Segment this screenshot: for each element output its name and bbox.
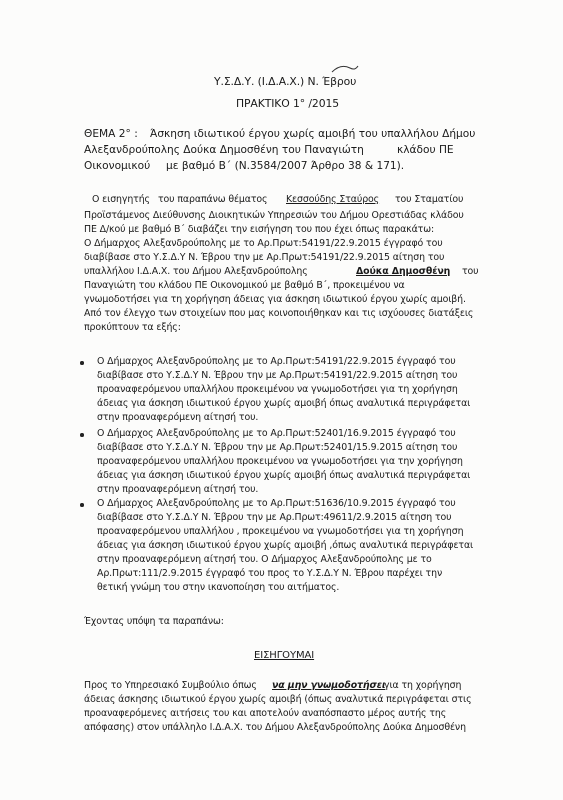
intro-subject: του παραπάνω θέματος xyxy=(158,194,268,205)
committee-heading: Υ.Σ.Δ.Υ. (Ι.Δ.Α.Χ.) Ν. Έβρου xyxy=(214,75,357,88)
bullet-1-line-3: προαναφερόμενου υπαλλήλου προκειμένου να γνωμοδοτήσει για τη χορήγηση xyxy=(97,384,458,395)
closing-line-3: προαναφερόμενες αιτήσεις του και αποτελούν αναπόσπαστο μέρος αυτής της xyxy=(84,708,447,719)
theme-title-line3-law: με βαθμό Β΄ (Ν.3584/2007 Άρθρο 38 & 171). xyxy=(166,160,405,172)
theme-label: ΘΕΜΑ 2° : xyxy=(84,128,138,140)
minutes-number: ΠΡΑΚΤΙΚΟ 1° /2015 xyxy=(236,97,340,110)
bullet-3-line-2: διαβίβασε στο Υ.Σ.Δ.Υ Ν. Έβρου την με Αρ.Πρωτ:49611/2.9.2015 αίτηση του xyxy=(97,512,452,523)
theme-title-line1: Άσκηση ιδιωτικού έργου χωρίς αμοιβή του υπαλλήλου Δήμου xyxy=(150,128,476,140)
intro-line-9: Από τον έλεγχο των στοιχείων που μας κοινοποιήθηκαν και τις ισχύουσες διατάξεις xyxy=(84,308,474,319)
theme-title-line3-branch: Οικονομικού xyxy=(84,160,151,172)
bullet-3-line-1: Ο Δήμαρχος Αλεξανδρούπολης με το Αρ.Πρωτ:51636/10.9.2015 έγγραφό του xyxy=(97,498,456,509)
bullet-1-line-2: διαβίβασε στο Υ.Σ.Δ.Υ Ν. Έβρου την με Αρ.Πρωτ:54191/22.9.2015 αίτηση του xyxy=(97,370,458,381)
intro-line-2: Προϊστάμενος Διεύθυνσης Διοικητικών Υπηρεσιών του Δήμου Ορεστιάδας κλάδου xyxy=(84,210,464,221)
rapporteur-name: Κεσσούδης Σταύρος xyxy=(286,194,380,205)
theme-title-line2-branch: κλάδου ΠΕ xyxy=(397,144,454,156)
handwritten-mark xyxy=(330,63,360,77)
intro-line-6-end: του xyxy=(462,266,479,277)
theme-title-line2: Αλεξανδρούπολης Δούκα Δημοσθένη του Παναγιώτη xyxy=(84,144,364,156)
employee-name: Δούκα Δημοσθένη xyxy=(356,266,451,277)
bullet-3-line-7: θετική γνώμη του στην ικανοποίηση του αιτήματος. xyxy=(97,582,340,593)
intro-line-5: διαβίβασε στο Υ.Σ.Δ.Υ Ν. Έβρου την με Αρ.Πρωτ:54191/22.9.2015 αίτηση του xyxy=(84,252,445,263)
closing-decision: να μην γνωμοδοτήσει xyxy=(272,680,386,691)
bullet-marker xyxy=(80,361,84,365)
bullet-1-line-1: Ο Δήμαρχος Αλεξανδρούπολης με το Αρ.Πρωτ:54191/22.9.2015 έγγραφό του xyxy=(97,356,456,367)
intro-line-4: Ο Δήμαρχος Αλεξανδρούπολης με το Αρ.Πρωτ:54191/22.9.2015 έγγραφό του xyxy=(84,238,443,249)
bullet-3-line-5: στην προαναφερόμενη αίτησή του. Ο Δήμαρχος Αλεξανδρούπολης με το xyxy=(97,554,432,565)
intro-line-10: προκύπτουν τα εξής: xyxy=(84,322,181,333)
intro-line-3: ΠΕ Δ/κού με βαθμό Β΄ διαβάζει την εισήγηση του που έχει όπως παρακάτω: xyxy=(84,224,435,235)
bullet-3-line-6: Αρ.Πρωτ:111/2.9.2015 έγγραφό του προς το Υ.Σ.Δ.Υ Ν. Έβρου παρέχει την xyxy=(97,568,443,579)
bullet-1-line-4: άδειας για άσκηση ιδιωτικού έργου χωρίς αμοιβή όπως αναλυτικά περιγράφεται xyxy=(97,398,471,409)
intro-line-7: Παναγιώτη του κλάδου ΠΕ Οικονομικού με βαθμό Β΄, προκειμένου να xyxy=(84,280,405,291)
bullet-2-line-1: Ο Δήμαρχος Αλεξανδρούπολης με το Αρ.Πρωτ:52401/16.9.2015 έγγραφό του xyxy=(97,428,456,439)
considering-text: Έχοντας υπόψη τα παραπάνω: xyxy=(84,616,224,627)
bullet-2-line-5: στην προαναφερόμενη αίτησή του. xyxy=(97,484,259,495)
closing-line-1: Προς το Υπηρεσιακό Συμβούλιο όπως xyxy=(84,680,257,691)
bullet-2-line-2: διαβίβασε στο Υ.Σ.Δ.Υ Ν. Έβρου την με Αρ.Πρωτ:52401/15.9.2015 αίτηση του xyxy=(97,442,458,453)
closing-line-1-end: για τη χορήγηση xyxy=(384,680,462,691)
bullet-2-line-4: άδειας για άσκηση ιδιωτικού έργου χωρίς αμοιβή όπως αναλυτικά περιγράφεται xyxy=(97,470,471,481)
closing-line-2: άδειας άσκησης ιδιωτικού έργου χωρίς αμοιβή (όπως αναλυτικά περιγράφεται στις xyxy=(84,694,472,705)
rapporteur-father: του Σταματίου xyxy=(395,194,464,205)
bullet-1-line-5: στην προαναφερόμενη αίτησή του. xyxy=(97,412,259,423)
intro-line-8: γνωμοδοτήσει για τη χορήγηση άδειας για άσκηση ιδιωτικού έργου χωρίς αμοιβή. xyxy=(84,294,466,305)
bullet-2-line-3: προαναφερόμενου υπαλλήλου προκειμένου να γνωμοδοτήσει για την χορήγηση xyxy=(97,456,463,467)
bullet-marker xyxy=(80,433,84,437)
bullet-3-line-3: προαναφερόμενου υπαλλήλου , προκειμένου να γνωμοδοτήσει για τη χορήγηση xyxy=(97,526,464,537)
bullet-marker xyxy=(80,503,84,507)
intro-line-6: υπαλλήλου Ι.Δ.Α.Χ. του Δήμου Αλεξανδρούπολης xyxy=(84,266,308,277)
bullet-3-line-4: άδειας για άσκηση ιδιωτικού έργου χωρίς αμοιβή ,όπως αναλυτικά περιγράφεται xyxy=(97,540,474,551)
propose-heading: ΕΙΣΗΓΟΥΜΑΙ xyxy=(254,650,315,661)
intro-rapporteur: Ο εισηγητής xyxy=(92,194,150,205)
closing-line-4: απόφασης) στον υπάλληλο Ι.Δ.Α.Χ. του Δήμου Αλεξανδρούπολης Δούκα Δημοσθένη xyxy=(84,722,466,733)
